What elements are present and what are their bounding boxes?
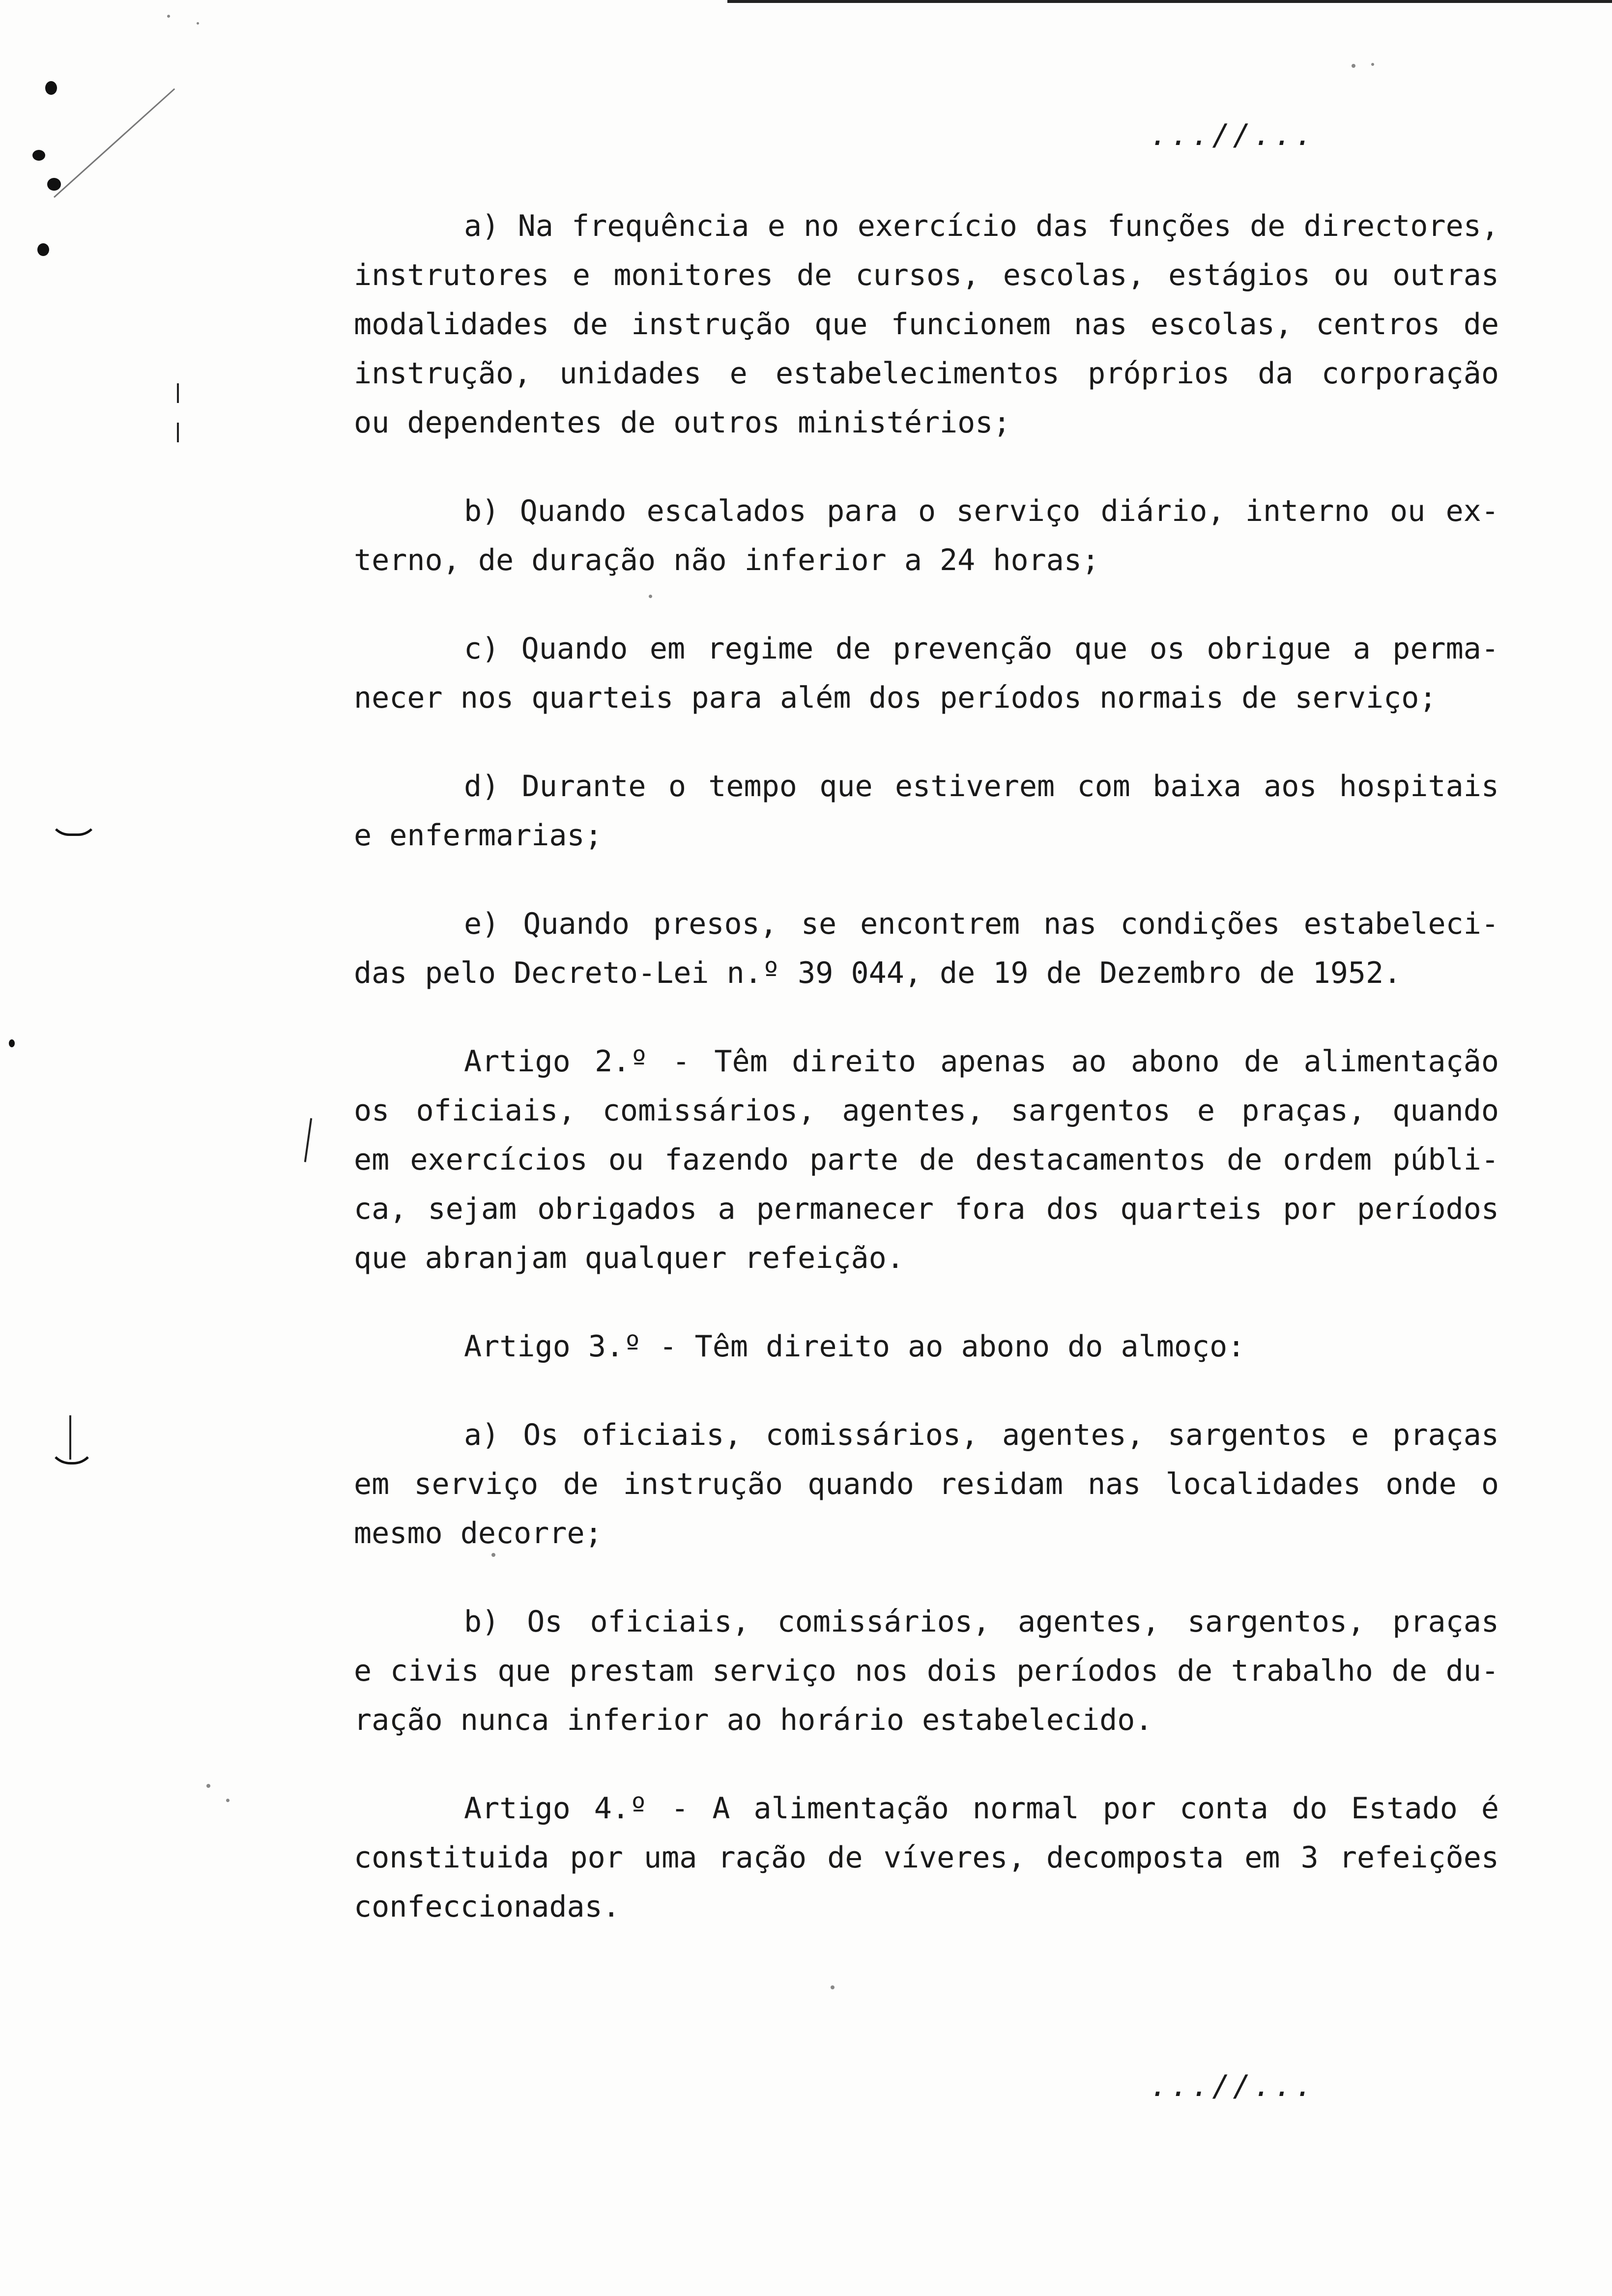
punch-hole-mark (47, 178, 61, 191)
paragraph-artigo-4 (354, 1784, 1499, 1931)
punch-hole-mark (32, 150, 45, 161)
text-line: Artigo 3.º - Têm direito ao abono do almoço: (464, 1329, 1245, 1364)
continuation-mark-bottom: ...//... (1150, 2069, 1316, 2103)
paragraph-artigo-2 (354, 1037, 1499, 1283)
paragraph-c-prevencao (354, 624, 1499, 722)
binding-arc-mark (48, 1442, 95, 1464)
binding-arc-mark (49, 816, 98, 836)
margin-tick (304, 1118, 312, 1162)
punch-hole-mark (37, 243, 49, 256)
text-line: d) Durante o tempo que estiverem com baixa aos hospitais (464, 769, 1499, 804)
scan-speck (226, 1799, 230, 1802)
paragraph-d-baixa (354, 762, 1499, 860)
paragraph-artigo-3 (354, 1322, 1499, 1371)
scan-speck (831, 1985, 835, 1989)
text-line: em exercícios ou fazendo parte de destacamentos de ordem públi- (354, 1143, 1499, 1177)
text-line: das pelo Decreto-Lei n.º 39 044, de 19 de Dezembro de 1952. (354, 956, 1402, 990)
paragraph-a-frequencia (354, 201, 1499, 447)
paragraph-artigo-3-b (354, 1597, 1499, 1745)
margin-dot (9, 1039, 15, 1047)
text-line: a) Na frequência e no exercício das funções de directores, (464, 209, 1499, 243)
text-line: instrutores e monitores de cursos, escolas, estágios ou outras (354, 258, 1499, 292)
scan-speck (197, 22, 199, 25)
text-line: constituida por uma ração de víveres, decomposta em 3 refeições (354, 1840, 1499, 1875)
document-body (354, 201, 1499, 1971)
text-line: modalidades de instrução que funcionem nas escolas, centros de (354, 307, 1499, 342)
paragraph-artigo-3-a (354, 1410, 1499, 1558)
paragraph-e-presos (354, 899, 1499, 998)
text-line: que abranjam qualquer refeição. (354, 1241, 904, 1275)
text-line: terno, de duração não inferior a 24 horas; (354, 543, 1100, 577)
text-line: e) Quando presos, se encontrem nas condições estabeleci- (464, 907, 1499, 941)
scan-speck (1371, 63, 1374, 66)
scan-speck (206, 1784, 210, 1788)
text-line: c) Quando em regime de prevenção que os obrigue a perma- (464, 631, 1499, 666)
text-line: ca, sejam obrigados a permanecer fora dos quarteis por períodos (354, 1192, 1499, 1226)
text-line: e enfermarias; (354, 818, 603, 853)
continuation-mark-top: ...//... (1150, 118, 1316, 152)
text-line: os oficiais, comissários, agentes, sargentos e praças, quando (354, 1093, 1499, 1128)
text-line: ou dependentes de outros ministérios; (354, 405, 1011, 440)
text-line: Artigo 2.º - Têm direito apenas ao abono de alimentação (464, 1044, 1499, 1079)
scan-speck (1352, 64, 1355, 68)
text-line: ração nunca inferior ao horário estabelecido. (354, 1703, 1153, 1737)
scan-speck (167, 15, 170, 18)
text-line: mesmo decorre; (354, 1516, 603, 1550)
text-line: b) Quando escalados para o serviço diário, interno ou ex- (464, 494, 1499, 528)
margin-tick (177, 423, 179, 442)
top-edge-rule (727, 0, 1612, 3)
text-line: confeccionadas. (354, 1890, 620, 1924)
text-line: em serviço de instrução quando residam nas localidades onde o (354, 1467, 1499, 1501)
text-line: necer nos quarteis para além dos períodos normais de serviço; (354, 681, 1437, 715)
text-line: a) Os oficiais, comissários, agentes, sargentos e praças (464, 1418, 1499, 1452)
text-line: Artigo 4.º - A alimentação normal por conta do Estado é (464, 1791, 1499, 1826)
punch-hole-mark (45, 81, 57, 95)
text-line: b) Os oficiais, comissários, agentes, sargentos, praças (464, 1605, 1499, 1639)
scan-streak (54, 88, 175, 198)
paragraph-b-escalados (354, 487, 1499, 585)
text-line: instrução, unidades e estabelecimentos próprios da corporação (354, 356, 1499, 391)
text-line: e civis que prestam serviço nos dois períodos de trabalho de du- (354, 1654, 1499, 1688)
margin-tick (177, 383, 179, 403)
